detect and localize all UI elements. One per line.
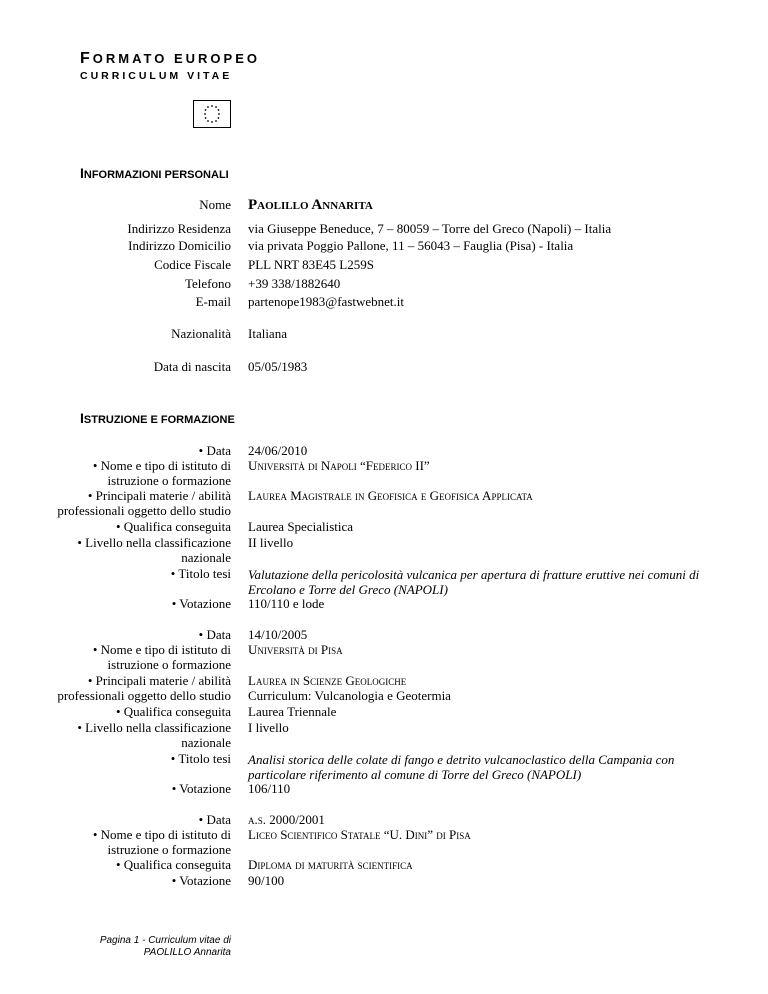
value-qualifica: Laurea Triennale — [248, 704, 337, 719]
value-nazionalita: Italiana — [248, 326, 287, 341]
label-data: • Data — [198, 812, 231, 827]
label-istituto-cont: istruzione o formazione — [107, 473, 231, 488]
label-email: E-mail — [195, 294, 231, 309]
label-residenza: Indirizzo Residenza — [127, 221, 231, 236]
value-tesi: Analisi storica delle colate di fango e detrito vulcanoclastico della Campania con — [248, 752, 675, 767]
value-qualifica: Laurea Specialistica — [248, 519, 354, 534]
label-istituto-cont: istruzione o formazione — [107, 657, 231, 672]
label-materie: • Principali materie / abilità — [87, 673, 231, 688]
label-qualifica: • Qualifica conseguita — [115, 857, 231, 872]
document-title: FORMATO EUROPEO — [80, 50, 260, 67]
value-qualifica: Diploma di maturità scientifica — [248, 857, 413, 872]
value-domicilio: via privata Poggio Pallone, 11 – 56043 – Fauglia (Pisa) - Italia — [248, 238, 574, 253]
label-nome: Nome — [199, 197, 231, 212]
label-votazione: • Votazione — [171, 781, 231, 796]
value-data: a.s. 2000/2001 — [248, 812, 325, 827]
value-tesi: Valutazione della pericolosità vulcanica per apertura di fratture eruttive nei comuni di — [248, 567, 700, 582]
value-istituto: Università di Napoli “Federico II” — [248, 458, 430, 473]
footer-line-1: Pagina 1 - Curriculum vitae di — [99, 935, 231, 946]
label-data: • Data — [198, 627, 231, 642]
eu-flag-logo — [193, 100, 231, 128]
value-votazione: 106/110 — [248, 781, 291, 796]
label-materie-cont: professionali oggetto dello studio — [57, 503, 231, 518]
label-tesi: • Titolo tesi — [170, 566, 231, 581]
value-nome: Paolillo Annarita — [248, 197, 373, 213]
label-data: • Data — [198, 443, 231, 458]
label-votazione: • Votazione — [171, 873, 231, 888]
value-data-nascita: 05/05/1983 — [248, 359, 308, 374]
label-istituto-cont: istruzione o formazione — [107, 842, 231, 857]
label-qualifica: • Qualifica conseguita — [115, 519, 231, 534]
value-residenza: via Giuseppe Beneduce, 7 – 80059 – Torre del Greco (Napoli) – Italia — [248, 221, 612, 236]
value-tesi-cont: Ercolano e Torre del Greco (NAPOLI) — [248, 582, 448, 597]
value-data: 14/10/2005 — [248, 627, 308, 642]
footer-line-2: PAOLILLO Annarita — [143, 947, 231, 958]
value-votazione: 90/100 — [248, 873, 285, 888]
value-materie: Laurea Magistrale in Geofisica e Geofisica Applicata — [248, 488, 533, 503]
label-istituto: • Nome e tipo di istituto di — [92, 458, 231, 473]
value-curriculum: Curriculum: Vulcanologia e Geotermia — [248, 688, 451, 703]
section-title-personal: INFORMAZIONI PERSONALI — [80, 165, 229, 181]
label-domicilio: Indirizzo Domicilio — [128, 238, 231, 253]
value-votazione: 110/110 e lode — [248, 596, 325, 611]
label-livello-cont: nazionale — [181, 550, 231, 565]
label-istituto: • Nome e tipo di istituto di — [92, 642, 231, 657]
page-footer — [100, 935, 231, 959]
label-nazionalita: Nazionalità — [171, 326, 231, 341]
value-tesi-cont: particolare riferimento al comune di Torre del Greco (NAPOLI) — [248, 767, 582, 782]
label-materie-cont: professionali oggetto dello studio — [57, 688, 231, 703]
label-livello: • Livello nella classificazione — [77, 720, 231, 735]
value-livello: I livello — [248, 720, 289, 735]
value-livello: II livello — [248, 535, 294, 550]
value-telefono: +39 338/1882640 — [248, 276, 341, 291]
label-qualifica: • Qualifica conseguita — [115, 704, 231, 719]
label-votazione: • Votazione — [171, 596, 231, 611]
value-istituto: Università di Pisa — [248, 642, 343, 657]
document-subtitle: CURRICULUM VITAE — [80, 70, 233, 82]
value-codice-fiscale: PLL NRT 83E45 L259S — [248, 257, 374, 272]
value-data: 24/06/2010 — [248, 443, 308, 458]
value-email[interactable]: partenope1983@fastwebnet.it — [248, 294, 405, 309]
label-livello-cont: nazionale — [181, 735, 231, 750]
label-tesi: • Titolo tesi — [170, 751, 231, 766]
label-telefono: Telefono — [184, 276, 231, 291]
value-istituto: Liceo Scientifico Statale “U. Dini” di Pisa — [248, 827, 471, 842]
label-istituto: • Nome e tipo di istituto di — [92, 827, 231, 842]
section-title-education: ISTRUZIONE E FORMAZIONE — [80, 410, 235, 426]
value-materie: Laurea in Scienze Geologiche — [248, 673, 407, 688]
label-data-nascita: Data di nascita — [153, 359, 231, 374]
label-livello: • Livello nella classificazione — [77, 535, 231, 550]
label-codice-fiscale: Codice Fiscale — [154, 257, 231, 272]
label-materie: • Principali materie / abilità — [87, 488, 231, 503]
